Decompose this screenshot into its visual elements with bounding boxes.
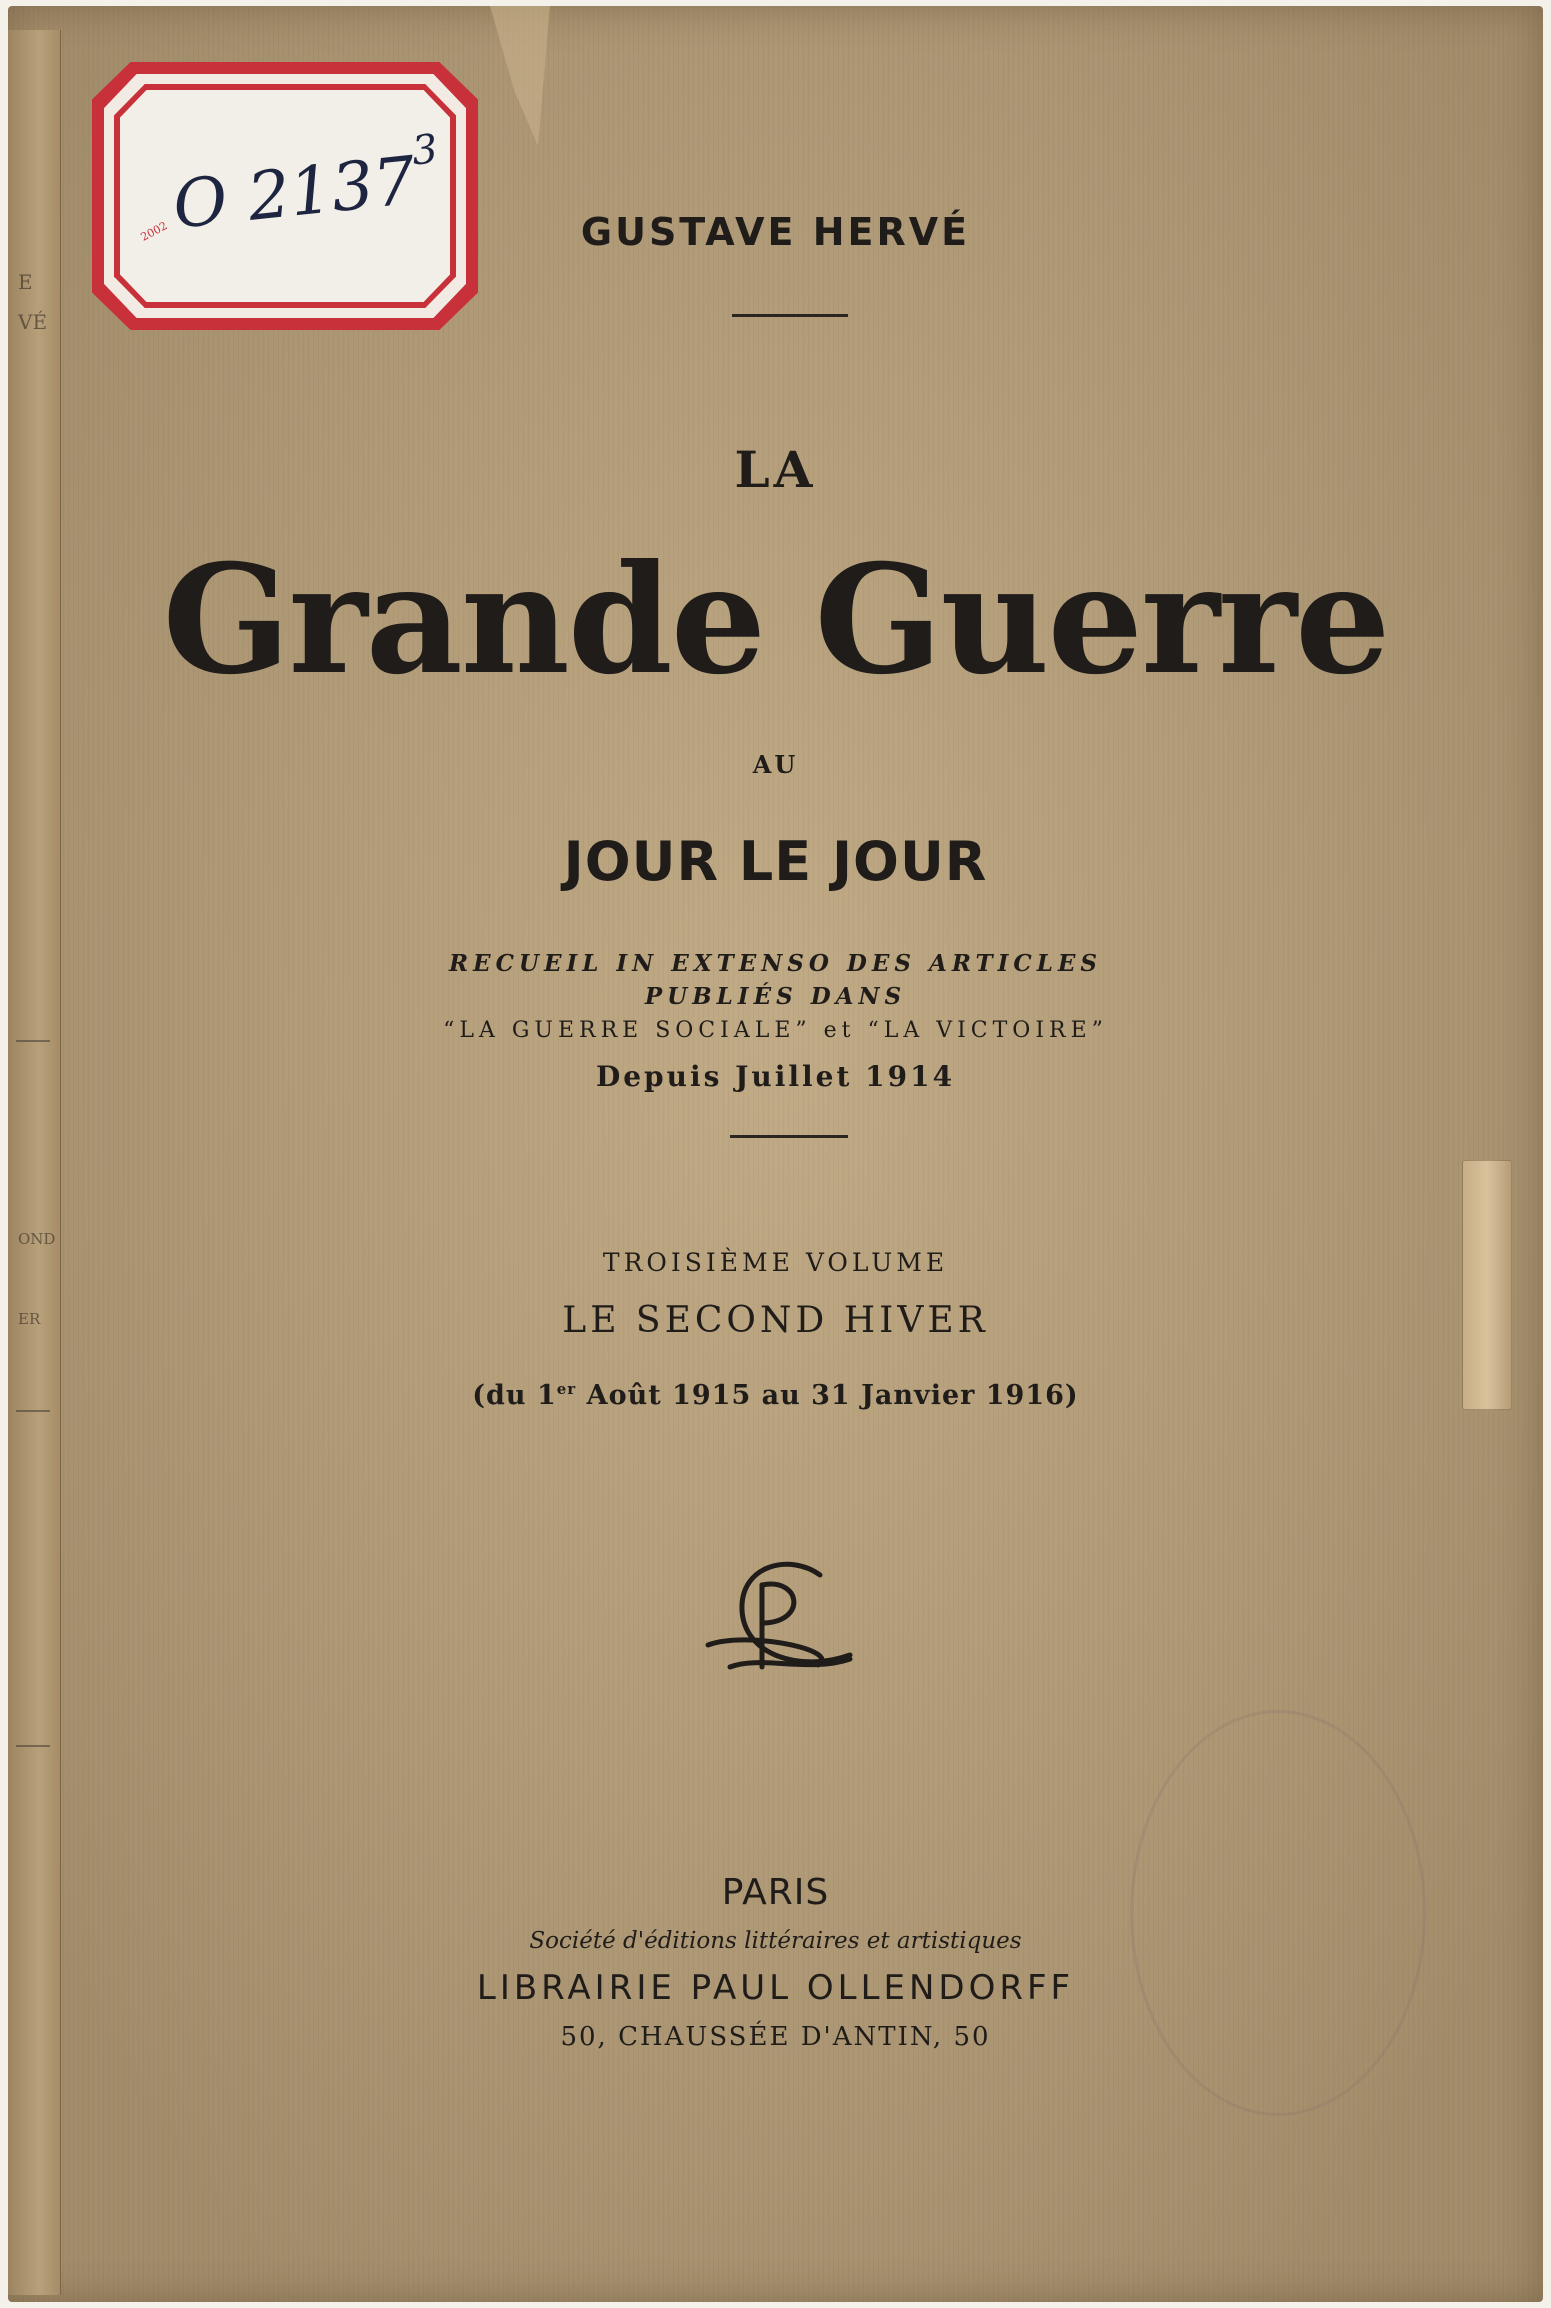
publication-city: PARIS (721, 1872, 830, 1913)
shelfmark-superscript: 3 (409, 126, 440, 175)
description-line: PUBLIÉS DANS (644, 983, 907, 1010)
title-preposition: AU (752, 750, 799, 779)
volume-title: LE SECOND HIVER (562, 1300, 989, 1341)
volume-dates (0, 1380, 1551, 1411)
dates-prefix: (du 1 (472, 1380, 557, 1411)
publisher-monogram-icon (700, 1555, 860, 1685)
title-main: Grande Guerre (162, 532, 1389, 708)
stamp-small-text: 2002 (138, 219, 170, 244)
description-date: Depuis Juillet 1914 (595, 1060, 956, 1093)
divider-rule (732, 314, 848, 317)
title-article: LA (734, 440, 817, 499)
divider-rule (730, 1135, 848, 1138)
title-subtitle: JOUR LE JOUR (563, 830, 988, 893)
paper-tab (1462, 1160, 1512, 1410)
spine-fragment: ER (18, 1310, 41, 1328)
publisher-society: Société d'éditions littéraires et artistiques (529, 1928, 1022, 1954)
spine-fragment: OND (18, 1230, 56, 1248)
dates-suffix: Août 1915 au 31 Janvier 1916) (576, 1380, 1079, 1411)
author-name: GUSTAVE HERVÉ (580, 210, 971, 254)
dates-superscript: er (556, 1380, 577, 1398)
spine-rule (16, 1745, 50, 1747)
volume-label: TROISIÈME VOLUME (602, 1248, 949, 1277)
publisher-name: LIBRAIRIE PAUL OLLENDORFF (476, 1968, 1075, 2008)
publisher-address: 50, CHAUSSÉE D'ANTIN, 50 (560, 2022, 991, 2052)
spine-fragment: VÉ (18, 310, 48, 334)
description-line: “LA GUERRE SOCIALE” et “LA VICTOIRE” (443, 1018, 1108, 1043)
shelfmark-number: O 2137 (169, 141, 420, 244)
faded-circular-stamp (1130, 1710, 1426, 2116)
spine-fragment: E (18, 270, 33, 294)
description-line: RECUEIL IN EXTENSO DES ARTICLES (448, 950, 1103, 977)
book-spine (8, 30, 61, 2295)
